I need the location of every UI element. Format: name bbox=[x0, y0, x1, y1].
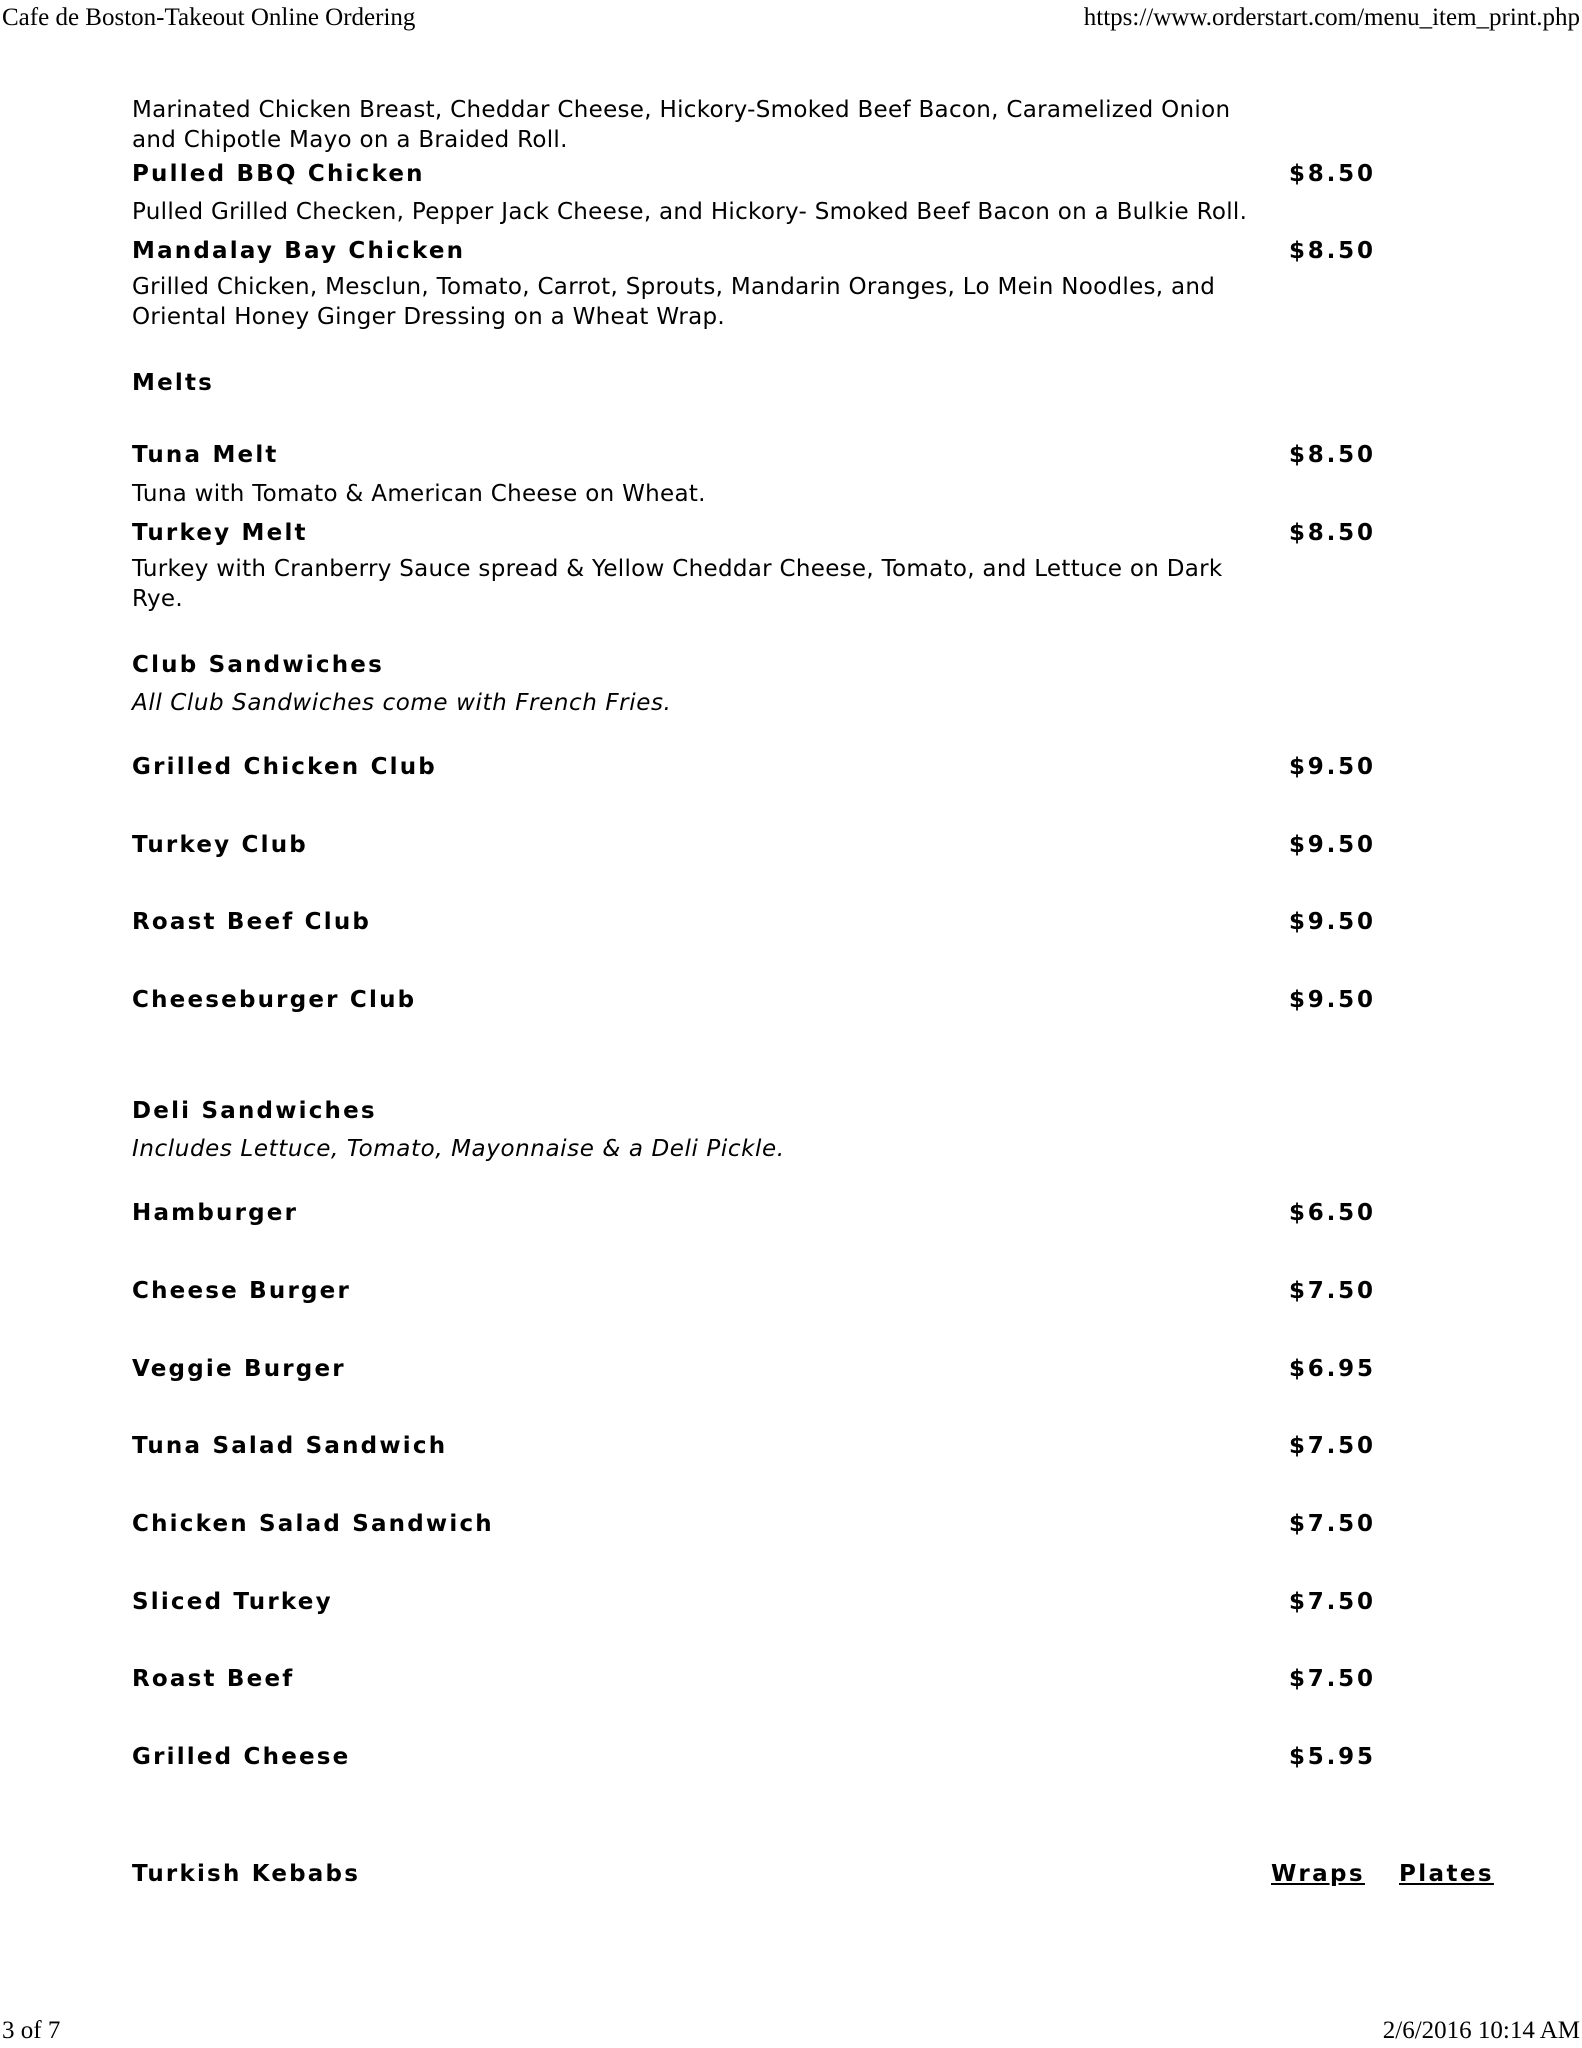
item-description-mandalay-bay-chicken: Grilled Chicken, Mesclun, Tomato, Carrot, Sprouts, Mandarin Oranges, Lo Mein Noodles, and Oriental Honey Ginger Dressing on a Wheat Wrap. bbox=[132, 274, 1216, 330]
column-header-plates: Plates bbox=[1399, 1861, 1494, 1887]
item-name-veggie-burger: Veggie Burger bbox=[132, 1356, 346, 1382]
item-name-roast-beef-club: Roast Beef Club bbox=[132, 909, 372, 935]
item-price-roast-beef: $7.50 bbox=[1289, 1666, 1376, 1692]
item-price-grilled-cheese: $5.95 bbox=[1289, 1744, 1376, 1770]
item-name-turkey-club: Turkey Club bbox=[132, 832, 308, 858]
item-name-tuna-melt: Tuna Melt bbox=[132, 442, 279, 468]
item-name-mandalay-bay-chicken: Mandalay Bay Chicken bbox=[132, 238, 466, 264]
item-name-cheese-burger: Cheese Burger bbox=[132, 1278, 352, 1304]
item-name-grilled-cheese: Grilled Cheese bbox=[132, 1744, 351, 1770]
item-name-sliced-turkey: Sliced Turkey bbox=[132, 1589, 333, 1615]
item-name-tuna-salad-sandwich: Tuna Salad Sandwich bbox=[132, 1433, 448, 1459]
page-header-title: Cafe de Boston-Takeout Online Ordering bbox=[2, 4, 416, 31]
item-price-grilled-chicken-club: $9.50 bbox=[1289, 754, 1376, 780]
section-title-club-sandwiches: Club Sandwiches bbox=[132, 652, 384, 678]
item-price-sliced-turkey: $7.50 bbox=[1289, 1589, 1376, 1615]
item-price-cheeseburger-club: $9.50 bbox=[1289, 987, 1376, 1013]
item-name-pulled-bbq-chicken: Pulled BBQ Chicken bbox=[132, 161, 425, 187]
section-note-club-sandwiches: All Club Sandwiches come with French Fries. bbox=[132, 690, 672, 716]
section-note-deli-sandwiches: Includes Lettuce, Tomato, Mayonnaise & a Deli Pickle. bbox=[132, 1136, 785, 1162]
item-price-cheese-burger: $7.50 bbox=[1289, 1278, 1376, 1304]
item-description-tuna-melt: Tuna with Tomato & American Cheese on Wheat. bbox=[132, 481, 706, 507]
page-footer-datetime: 2/6/2016 10:14 AM bbox=[1382, 2017, 1580, 2044]
item-price-pulled-bbq-chicken: $8.50 bbox=[1289, 161, 1376, 187]
section-title-turkish-kebabs: Turkish Kebabs bbox=[132, 1861, 361, 1887]
page-footer-page-count: 3 of 7 bbox=[2, 2017, 61, 2044]
item-price-chicken-salad-sandwich: $7.50 bbox=[1289, 1511, 1376, 1537]
item-price-turkey-melt: $8.50 bbox=[1289, 520, 1376, 546]
item-description-turkey-melt: Turkey with Cranberry Sauce spread & Yellow Cheddar Cheese, Tomato, and Lettuce on Dark Rye. bbox=[132, 556, 1223, 612]
item-price-hamburger: $6.50 bbox=[1289, 1200, 1376, 1226]
page-header-url: https://www.orderstart.com/menu_item_print.php bbox=[1083, 4, 1580, 31]
item-price-mandalay-bay-chicken: $8.50 bbox=[1289, 238, 1376, 264]
column-header-wraps: Wraps bbox=[1271, 1861, 1365, 1887]
item-name-grilled-chicken-club: Grilled Chicken Club bbox=[132, 754, 437, 780]
item-name-chicken-salad-sandwich: Chicken Salad Sandwich bbox=[132, 1511, 494, 1537]
item-name-turkey-melt: Turkey Melt bbox=[132, 520, 308, 546]
item-price-roast-beef-club: $9.50 bbox=[1289, 909, 1376, 935]
item-price-tuna-salad-sandwich: $7.50 bbox=[1289, 1433, 1376, 1459]
item-name-cheeseburger-club: Cheeseburger Club bbox=[132, 987, 417, 1013]
item-description-pulled-bbq-chicken: Pulled Grilled Checken, Pepper Jack Cheese, and Hickory- Smoked Beef Bacon on a Bulkie Roll. bbox=[132, 199, 1248, 225]
item-name-roast-beef: Roast Beef bbox=[132, 1666, 295, 1692]
item-name-hamburger: Hamburger bbox=[132, 1200, 299, 1226]
item-price-veggie-burger: $6.95 bbox=[1289, 1356, 1376, 1382]
item-price-turkey-club: $9.50 bbox=[1289, 832, 1376, 858]
section-title-melts: Melts bbox=[132, 370, 215, 396]
section-title-deli-sandwiches: Deli Sandwiches bbox=[132, 1098, 377, 1124]
item-price-tuna-melt: $8.50 bbox=[1289, 442, 1376, 468]
item-description: Marinated Chicken Breast, Cheddar Cheese, Hickory-Smoked Beef Bacon, Caramelized Onion and Chipotle Mayo on a Braided Roll. bbox=[132, 97, 1231, 153]
